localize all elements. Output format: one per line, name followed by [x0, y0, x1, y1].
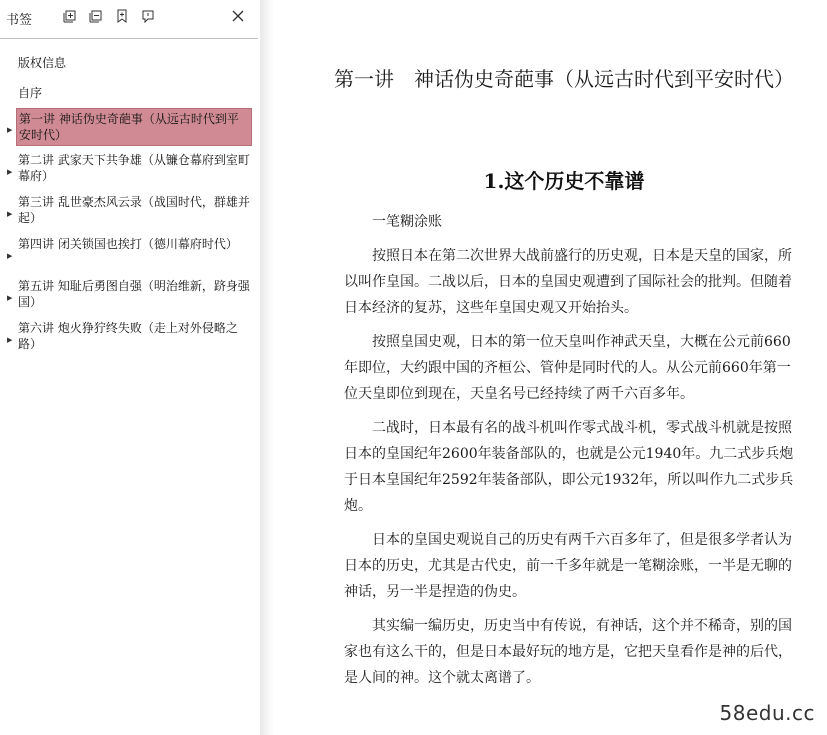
paragraph: 二战时，日本最有名的战斗机叫作零式战斗机，零式战斗机就是按照日本的皇国纪年2600年装备部队的，也就是公元1940年。九二式步兵炮于日本皇国纪年2592年装备部队，即公元1932年，所以叫作九二式步兵炮。: [344, 420, 794, 514]
bookmark-list: [0, 48, 258, 360]
bookmark-label: 第三讲 乱世豪杰风云录（战国时代，群雄并起）: [18, 195, 250, 225]
bookmark-properties-icon[interactable]: [140, 8, 156, 24]
bookmark-label: 第六讲 炮火狰狞终失败（走上对外侵略之路）: [18, 321, 238, 351]
bookmark-item[interactable]: [0, 78, 258, 108]
close-icon[interactable]: [230, 8, 246, 24]
paragraph: 按照日本在第二次世界大战前盛行的历史观，日本是天皇的国家，所以叫作皇国。二战以后，日本的皇国史观遭到了国际社会的批判。但随着日本经济的复苏，这些年皇国史观又开始抬头。: [344, 248, 792, 316]
bookmark-item[interactable]: [0, 150, 258, 192]
bookmark-item[interactable]: [0, 318, 258, 360]
collapse-all-icon[interactable]: [88, 8, 104, 24]
expand-arrow-icon[interactable]: ▶: [7, 336, 13, 344]
paragraph: 日本的皇国史观说自己的历史有两千六百多年了，但是很多学者认为日本的历史，尤其是古代史，前一千多年就是一笔糊涂账，一半是无聊的神话，另一半是捏造的伪史。: [344, 532, 792, 600]
subheading: 一笔糊涂账: [372, 214, 442, 230]
bookmark-item[interactable]: [0, 48, 258, 78]
paragraph: 其实编一编历史，历史当中有传说，有神话，这个并不稀奇，别的国家也有这么干的，但是日本最好玩的地方是，它把天皇看作是神的后代，是人间的神。这个就太离谱了。: [344, 618, 792, 686]
bookmark-label: 自序: [18, 86, 43, 100]
bookmarks-header: [0, 0, 258, 39]
bookmark-item[interactable]: [0, 276, 258, 318]
document-body: [344, 209, 804, 691]
bookmark-label: 第二讲 武家天下共争雄（从镰仓幕府到室町幕府）: [18, 153, 250, 183]
paragraph: 按照皇国史观，日本的第一位天皇叫作神武天皇，大概在公元前660年即位，大约跟中国的齐桓公、管仲是同时代的人。从公元前660年第一位天皇即位到现在，天皇名号已经持续了两千六百多年。: [344, 334, 791, 402]
expand-arrow-icon[interactable]: ▶: [7, 252, 13, 260]
bookmark-item[interactable]: [0, 108, 258, 150]
bookmarks-panel: [0, 0, 261, 735]
bookmark-item[interactable]: [0, 192, 258, 234]
bookmark-label: 第四讲 闭关锁国也挨打（德川幕府时代）: [18, 237, 238, 251]
expand-arrow-icon[interactable]: ▶: [7, 126, 13, 134]
panel-splitter[interactable]: [260, 0, 274, 735]
chapter-title: 第一讲 神话伪史奇葩事（从远古时代到平安时代）: [334, 67, 794, 91]
expand-all-icon[interactable]: [62, 8, 78, 24]
bookmark-label: 第五讲 知耻后勇图自强（明治维新，跻身强国）: [18, 279, 250, 309]
document-page: [274, 0, 827, 735]
bookmark-item[interactable]: [0, 234, 258, 276]
expand-arrow-icon[interactable]: ▶: [7, 210, 13, 218]
bookmark-label: 第一讲 神话伪史奇葩事（从远古时代到平安时代）: [16, 108, 252, 146]
add-bookmark-icon[interactable]: [114, 8, 130, 24]
bookmark-label: 版权信息: [18, 56, 67, 70]
expand-arrow-icon[interactable]: ▶: [7, 168, 13, 176]
expand-arrow-icon[interactable]: ▶: [7, 294, 13, 302]
section-title: 1.这个历史不靠谱: [483, 169, 645, 193]
watermark: 58edu.cc: [719, 701, 815, 725]
panel-title: 书签: [6, 13, 33, 28]
